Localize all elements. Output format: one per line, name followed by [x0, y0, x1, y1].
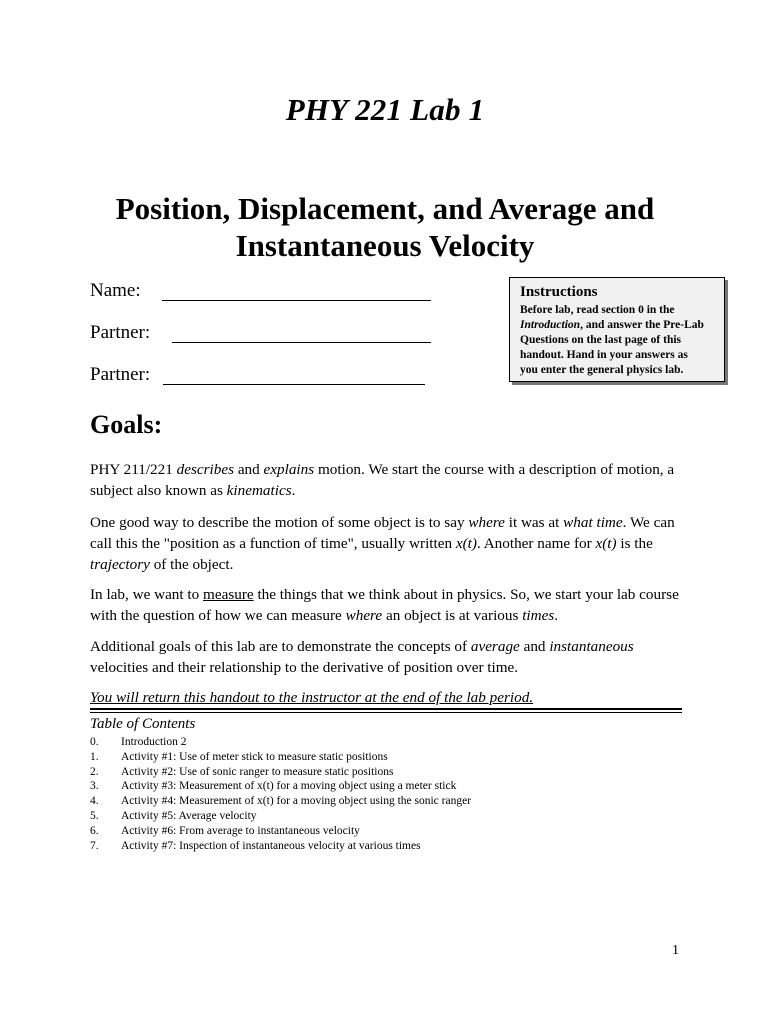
text: In lab, we want to [90, 586, 204, 603]
toc-text: Activity #1: Use of meter stick to measure static positions [121, 750, 388, 763]
toc-number: 1. [90, 750, 99, 763]
partner-1-label: Partner: [90, 322, 151, 343]
text: and [519, 638, 550, 655]
instructions-line: handout. Hand in your answers as [520, 349, 688, 361]
emphasis: where [345, 607, 383, 624]
return-note: You will return this handout to the instructor at the end of the lab period. [90, 689, 534, 706]
goals-paragraph-4 [90, 636, 690, 678]
instructions-line: Before lab, read section 0 in the [520, 304, 675, 316]
toc-number: 6. [90, 824, 99, 837]
partner-2-blank-line[interactable] [163, 384, 425, 385]
toc-text: Activity #2: Use of sonic ranger to measure static positions [121, 765, 394, 778]
text: PHY 211/221 [90, 461, 177, 478]
partner-2-label: Partner: [90, 364, 151, 385]
instructions-body [520, 303, 724, 378]
toc-number: 5. [90, 809, 99, 822]
text: . [554, 607, 559, 624]
goals-heading-text: Goals [90, 410, 154, 439]
text: . Another name for [476, 535, 596, 552]
emphasis: where [468, 514, 505, 531]
emphasis: x(t) [595, 535, 617, 552]
lab-title [60, 190, 710, 264]
instructions-box [509, 277, 725, 382]
goals-heading [90, 410, 162, 440]
text: an object is at various [382, 607, 523, 624]
lab-title-line-1: Position, Displacement, and Average and [115, 191, 655, 226]
page-number: 1 [672, 943, 679, 958]
text: of the object. [149, 556, 234, 573]
emphasis: times [522, 607, 555, 624]
text: it was at [504, 514, 564, 531]
goals-paragraph-2 [90, 512, 690, 575]
toc-title: Table of Contents [90, 716, 196, 732]
toc-text: Activity #7: Inspection of instantaneous velocity at various times [121, 839, 421, 852]
toc-number: 4. [90, 795, 99, 808]
emphasis: average [470, 638, 520, 655]
toc-text: Activity #6: From average to instantaneous velocity [121, 824, 360, 837]
text: and [234, 461, 264, 478]
toc-text: Activity #5: Average velocity [121, 809, 257, 822]
emphasis: explains [263, 461, 315, 478]
emphasis: describes [176, 461, 235, 478]
instructions-text: , and answer the Pre-Lab [580, 319, 704, 331]
toc-text: Introduction 2 [121, 736, 187, 748]
goals-paragraph-3 [90, 584, 690, 626]
partner-2-field [90, 364, 150, 386]
text: is the [616, 535, 653, 552]
course-title: PHY 221 Lab 1 [285, 92, 485, 127]
instructions-line [520, 318, 724, 333]
toc-number: 2. [90, 765, 99, 778]
text: velocities and their relationship to the derivative of position over time. [90, 659, 519, 676]
text: . [291, 482, 296, 499]
toc-number: 7. [90, 839, 99, 852]
emphasis: what time [563, 514, 623, 531]
partner-1-field [90, 322, 150, 344]
instructions-line: Questions on the last page of this [520, 334, 682, 346]
underlined: measure [203, 586, 254, 603]
text: One good way to describe the motion of some object is to say [90, 514, 469, 531]
toc-text: Activity #4: Measurement of x(t) for a moving object using the sonic ranger [121, 795, 472, 808]
toc-text: Activity #3: Measurement of x(t) for a moving object using a meter stick [121, 780, 457, 793]
goals-paragraph-1 [90, 459, 690, 501]
toc-number: 0. [90, 736, 99, 748]
name-field [90, 280, 141, 302]
partner-1-blank-line[interactable] [172, 342, 431, 343]
introduction-ref: Introduction [520, 319, 581, 331]
divider [90, 708, 682, 710]
lab-title-line-2: Instantaneous Velocity [235, 228, 535, 263]
name-label: Name: [90, 280, 141, 301]
emphasis: instantaneous [549, 638, 634, 655]
name-blank-line[interactable] [162, 300, 431, 301]
instructions-heading: Instructions [520, 284, 598, 300]
divider [90, 712, 682, 713]
goals-heading-colon: : [153, 410, 163, 439]
text: . We can call this the "position as a function of time", usually written [90, 514, 675, 552]
toc-number: 3. [90, 780, 99, 793]
text: Additional goals of this lab are to demonstrate the concepts of [90, 638, 471, 655]
emphasis: x(t) [455, 535, 477, 552]
text: the things that we think about in physics. So, we start your lab course with the question of how we can measure [90, 586, 679, 624]
instructions-line: you enter the general physics lab. [520, 364, 684, 376]
emphasis: trajectory [90, 556, 150, 573]
text: motion. We start the course with a description of motion, a subject also known as [90, 461, 675, 499]
emphasis: kinematics [226, 482, 292, 499]
